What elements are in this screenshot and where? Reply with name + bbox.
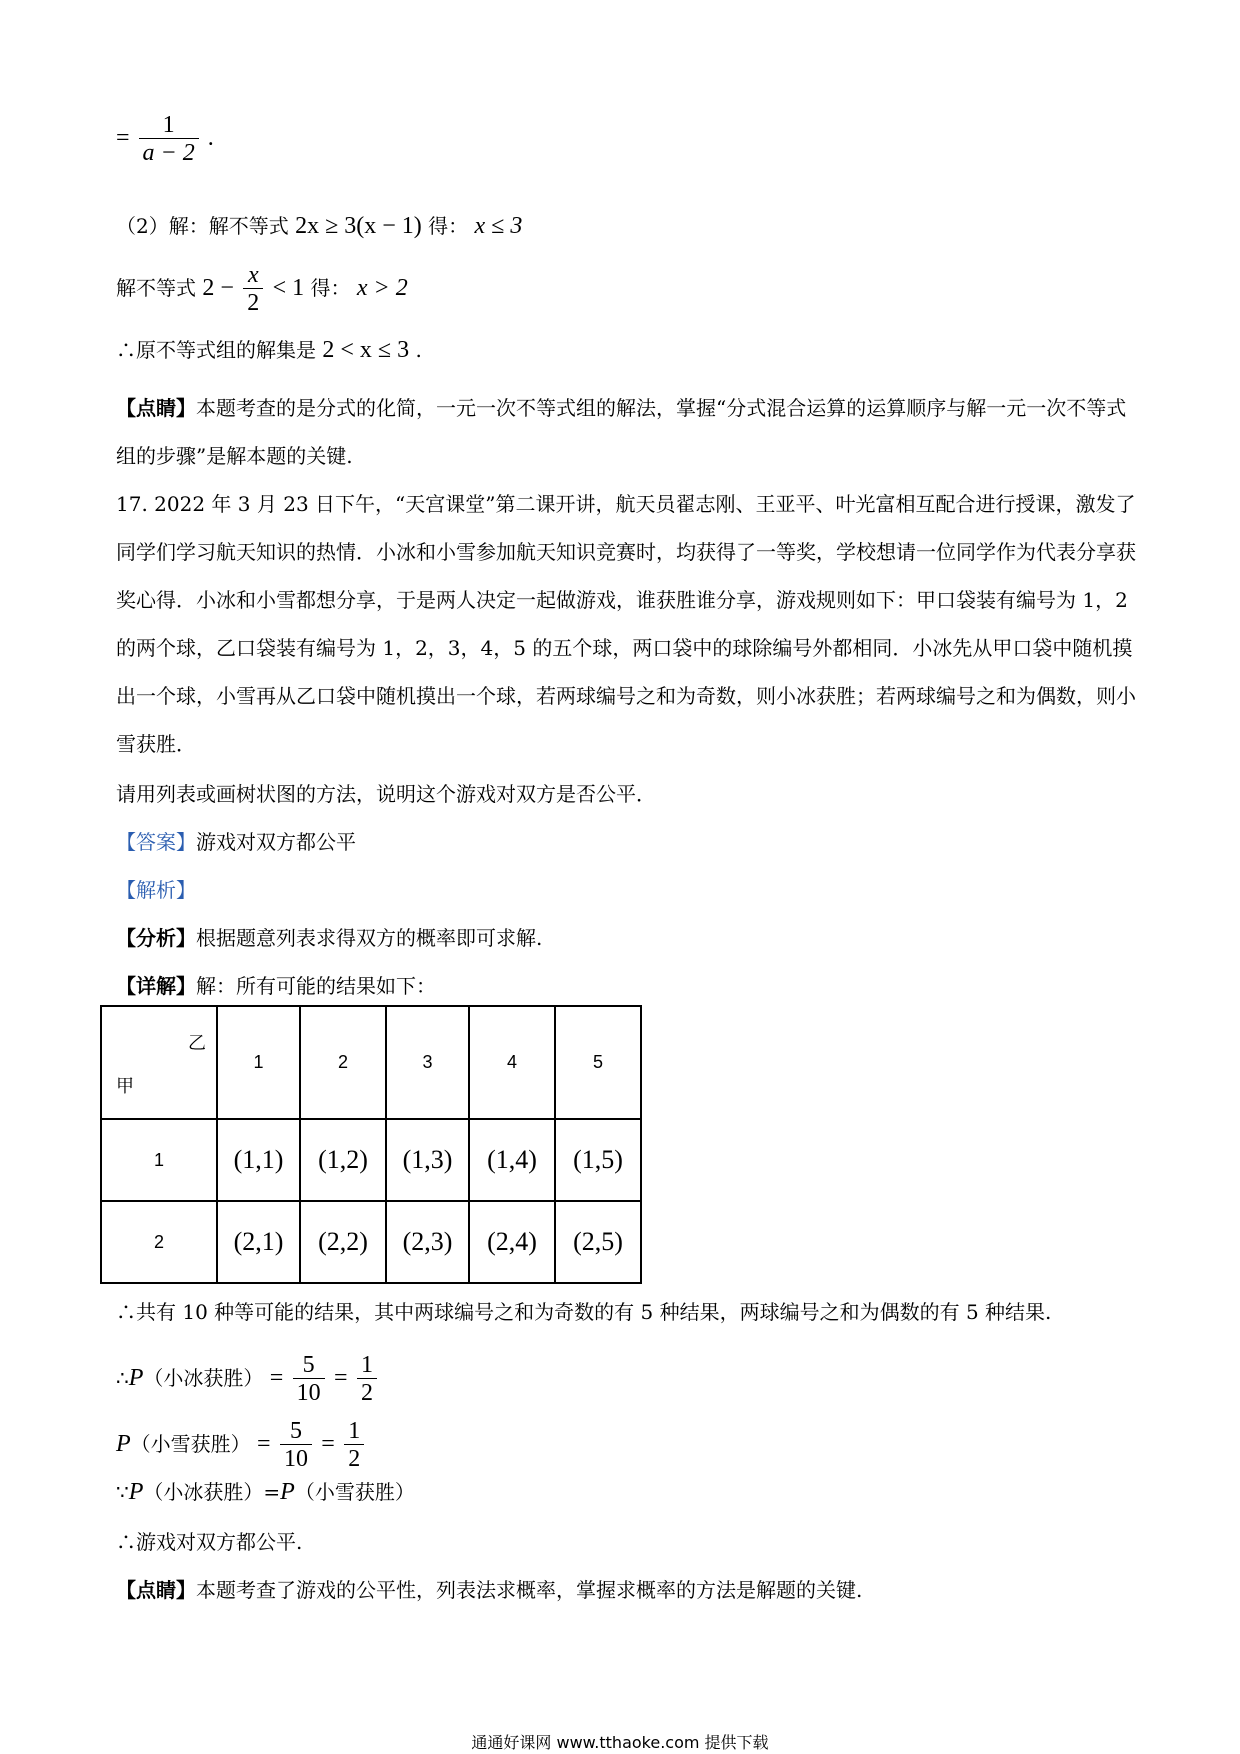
answer bbox=[116, 828, 356, 856]
equals-sign: = bbox=[269, 1365, 284, 1391]
comment-text: 本题考查了游戏的公平性，列表法求概率，掌握求概率的方法是解题的关键. bbox=[196, 1578, 863, 1602]
solution-set: 2 < x ≤ 3 bbox=[322, 337, 410, 363]
numerator: 1 bbox=[162, 112, 175, 138]
corner-cell bbox=[101, 1006, 217, 1119]
answer-tag: 【答案】 bbox=[116, 830, 196, 854]
inequality-1: 2x ≥ 3(x − 1) bbox=[295, 213, 422, 239]
table-cell: (2,1) bbox=[217, 1201, 300, 1283]
answer-text: 游戏对双方都公平 bbox=[196, 830, 356, 854]
text: ∴游戏对双方都公平. bbox=[116, 1530, 303, 1554]
part2-line2 bbox=[116, 262, 408, 317]
table-row bbox=[101, 1201, 641, 1283]
equals-sign: = bbox=[321, 1431, 335, 1457]
question-17 bbox=[116, 480, 1136, 768]
numerator: 5 bbox=[289, 1418, 302, 1444]
table-cell: (2,2) bbox=[300, 1201, 386, 1283]
analysis-tag: 【解析】 bbox=[116, 878, 196, 902]
table-cell: (1,2) bbox=[300, 1119, 386, 1201]
comment-1 bbox=[116, 384, 1136, 480]
period: . bbox=[207, 125, 214, 152]
prev-result bbox=[116, 112, 214, 167]
probability-xiaoxue bbox=[116, 1418, 367, 1473]
tag: 【点睛】 bbox=[116, 396, 196, 420]
column-header: 5 bbox=[555, 1006, 641, 1119]
table-cell: (2,5) bbox=[555, 1201, 641, 1283]
denominator: 2 bbox=[243, 288, 263, 317]
text: 根据题意列表求得双方的概率即可求解. bbox=[196, 926, 543, 950]
numerator: 5 bbox=[302, 1352, 315, 1378]
numerator: 1 bbox=[348, 1418, 361, 1444]
column-header: 2 bbox=[300, 1006, 386, 1119]
event-label: （小冰获胜） bbox=[143, 1366, 264, 1390]
numerator: x bbox=[247, 262, 259, 288]
event-label: （小雪获胜） bbox=[130, 1432, 251, 1456]
denominator: 10 bbox=[293, 1378, 325, 1407]
column-header: 4 bbox=[469, 1006, 555, 1119]
question-ask bbox=[116, 780, 656, 808]
equals-sign: = bbox=[116, 125, 130, 152]
comment-text: 本题考查的是分式的化简，一元一次不等式组的解法，掌握“分式混合运算的运算顺序与解一元一次不等式组的步骤”是解本题的关键. bbox=[116, 396, 1127, 468]
text: 请用列表或画树状图的方法，说明这个游戏对双方是否公平． bbox=[116, 782, 656, 806]
footer-text: 通通好课网 www.tthaoke.com 提供下载 bbox=[471, 1733, 769, 1752]
fraction bbox=[280, 1418, 312, 1473]
analysis-heading bbox=[116, 876, 196, 904]
text: 解：所有可能的结果如下： bbox=[196, 974, 436, 998]
result-2: x > 2 bbox=[356, 275, 408, 301]
math: 2 − bbox=[202, 275, 234, 301]
text: （小冰获胜）= bbox=[143, 1480, 281, 1504]
fraction bbox=[139, 112, 199, 167]
text: （小雪获胜） bbox=[294, 1480, 415, 1504]
fraction bbox=[357, 1352, 377, 1407]
equals-sign: = bbox=[257, 1431, 271, 1457]
text: 得： bbox=[310, 276, 351, 300]
numerator: 1 bbox=[360, 1352, 373, 1378]
page-footer bbox=[0, 1730, 1240, 1753]
comment-2 bbox=[116, 1576, 862, 1604]
table-cell: (2,3) bbox=[386, 1201, 469, 1283]
text: ∴共有 10 种等可能的结果，其中两球编号之和为奇数的有 5 种结果，两球编号之和为偶数的有 5 种结果. bbox=[116, 1300, 1052, 1324]
row-header: 2 bbox=[101, 1201, 217, 1283]
tag: 【分析】 bbox=[116, 926, 196, 950]
column-header: 1 bbox=[217, 1006, 300, 1119]
tag: 【详解】 bbox=[116, 974, 196, 998]
period: . bbox=[415, 338, 422, 362]
text: 解不等式 bbox=[116, 276, 196, 300]
probability-xiaobing bbox=[116, 1352, 380, 1407]
text: 得： bbox=[428, 214, 469, 238]
fraction bbox=[243, 262, 263, 317]
denominator: 2 bbox=[357, 1378, 377, 1407]
final-conclusion bbox=[116, 1528, 302, 1556]
prob-symbol: P bbox=[280, 1479, 295, 1505]
corner-label-a: 甲 bbox=[116, 1076, 134, 1096]
prob-symbol: P bbox=[128, 1479, 144, 1505]
question-text: 17. 2022 年 3 月 23 日下午，“天宫课堂”第二课开讲，航天员翟志刚、王亚平、叶光富相互配合进行授课，激发了同学们学习航天知识的热情．小冰和小雪参加航天知识竞赛时，均获得了一等奖，学校想请一位同学作为代表分享获奖心得．小冰和小雪都想分享，于是两人决定一起做游戏，谁获胜谁分享，游戏规则如下：甲口袋装有编号为 1，2 的两个球，乙口袋装有编号为 1，2，3，4，5 的五个球，两口袋中的球除编号外都相同．小冰先从甲口袋中随机摸出一个球，小雪再从乙口袋中随机摸出一个球，若两球编号之和为奇数，则小冰获胜；若两球编号之和为偶数，则小雪获胜． bbox=[116, 492, 1136, 756]
table-header-row bbox=[101, 1006, 641, 1119]
table-cell: (1,5) bbox=[555, 1119, 641, 1201]
prob-symbol: P bbox=[116, 1431, 131, 1457]
tag: 【点睛】 bbox=[116, 1578, 196, 1602]
part2-conclusion bbox=[116, 336, 422, 364]
table-cell: (2,4) bbox=[469, 1201, 555, 1283]
text: ∴原不等式组的解集是 bbox=[116, 338, 316, 362]
equals-sign: = bbox=[334, 1365, 348, 1391]
text: （2）解：解不等式 bbox=[116, 214, 289, 238]
column-header: 3 bbox=[386, 1006, 469, 1119]
denominator: 2 bbox=[344, 1444, 364, 1473]
denominator: 10 bbox=[280, 1444, 312, 1473]
table-row bbox=[101, 1119, 641, 1201]
part2-line1 bbox=[116, 212, 522, 240]
result-1: x ≤ 3 bbox=[474, 213, 523, 239]
prob-symbol: P bbox=[128, 1365, 144, 1391]
fraction bbox=[293, 1352, 325, 1407]
math: < 1 bbox=[272, 275, 305, 301]
row-header: 1 bbox=[101, 1119, 217, 1201]
therefore-sign: ∴ bbox=[116, 1366, 129, 1390]
table-cell: (1,1) bbox=[217, 1119, 300, 1201]
outcome-table bbox=[100, 1005, 642, 1284]
fenxi bbox=[116, 924, 542, 952]
table-cell: (1,3) bbox=[386, 1119, 469, 1201]
summary bbox=[116, 1298, 1051, 1326]
fraction bbox=[344, 1418, 364, 1473]
detail bbox=[116, 972, 436, 1000]
denominator: a − 2 bbox=[139, 138, 199, 167]
table-cell: (1,4) bbox=[469, 1119, 555, 1201]
corner-label-b: 乙 bbox=[188, 1033, 206, 1053]
because-sign: ∵ bbox=[116, 1480, 129, 1504]
because-line bbox=[116, 1478, 415, 1506]
